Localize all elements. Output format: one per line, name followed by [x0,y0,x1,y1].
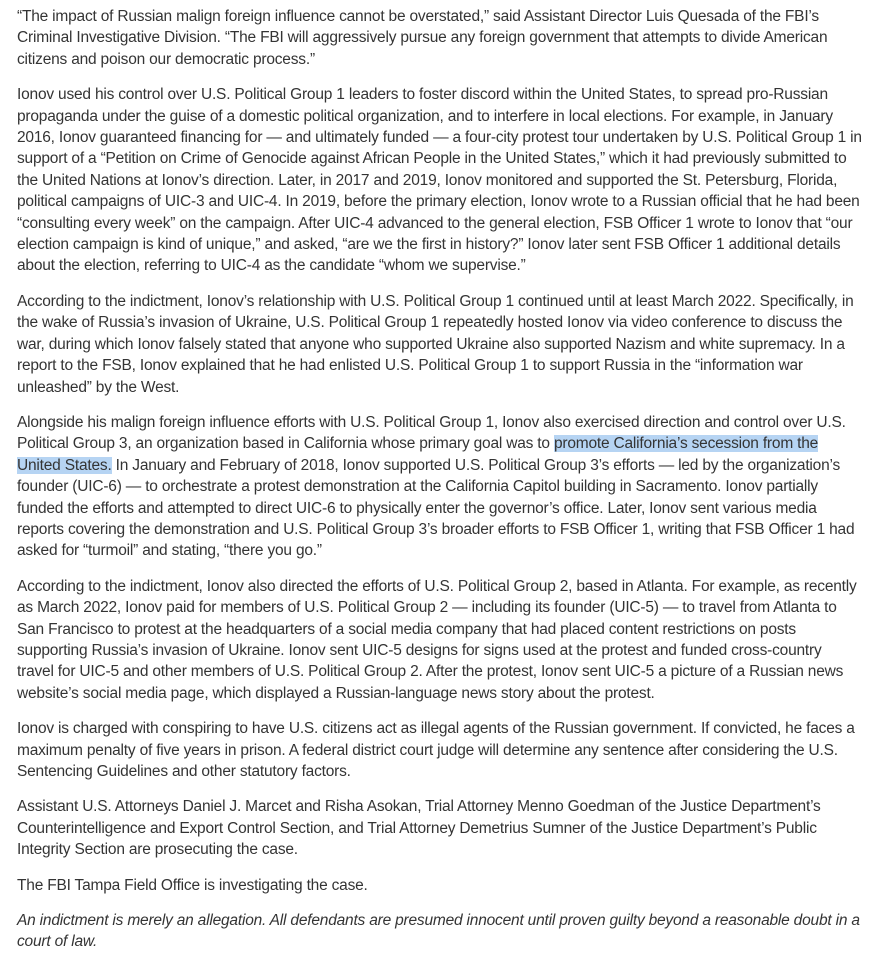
paragraph-text-before-selection: Alongside his malign foreign influence efforts with U.S. Political Group 1, Ionov also exercised direction and control over U.S. Political Group 3, an organization based in California whose primary goal was to [17,413,846,453]
paragraph-quote-quesada: “The impact of Russian malign foreign influence cannot be overstated,” said Assistant Director Luis Quesada of the FBI’s Criminal Investigative Division. “The FBI will aggressively pursue any foreign government that attempts to divide American citizens and poison our democratic process.” [17,8,828,68]
paragraph-prosecutors: Assistant U.S. Attorneys Daniel J. Marcet and Risha Asokan, Trial Attorney Menno Goedman of the Justice Department’s Counterintelligence and Export Control Section, and Trial Attorney Demetrius Sumner of the Justice Department’s Public Integrity Section are prosecuting the case. [17,798,821,859]
paragraph-charges-penalty: Ionov is charged with conspiring to have U.S. citizens act as illegal agents of the Russian government. If convicted, he faces a maximum penalty of five years in prison. A federal district court judge will determine any sentence after considering the U.S. Sentencing Guidelines and other statutory factors. [17,720,855,780]
paragraph-group2-atlanta: According to the indictment, Ionov also directed the efforts of U.S. Political Group 2, based in Atlanta. For example, as recently as March 2022, Ionov paid for members of U.S. Political Group 2 — including its founder (UIC-5) — to travel from Atlanta to San Francisco to protest at the headquarters of a social media company that had placed content restrictions on posts supporting Russia’s invasion of Ukraine. Ionov sent UIC-5 designs for signs used at the protest and funded cross-country travel for UIC-5 and other members of U.S. Political Group 2. After the protest, Ionov sent UIC-5 a picture of a Russian news website’s social media page, which displayed a Russian-language news story about the protest. [17,577,857,702]
paragraph-group1-march2022: According to the indictment, Ionov’s relationship with U.S. Political Group 1 continued until at least March 2022. Specifically, in the wake of Russia’s invasion of Ukraine, U.S. Political Group 1 repeatedly hosted Ionov via video conference to discuss the war, during which Ionov falsely stated that anyone who supported Ukraine also supported Nazism and white supremacy. In a report to the FSB, Ionov explained that he had enlisted U.S. Political Group 1 to support Russia in the “information war unleashed” by the West. [17,292,854,396]
paragraph-text-after-selection: In January and February of 2018, Ionov supported U.S. Political Group 3’s efforts — led by the organization’s founder (UIC-6) — to orchestrate a protest demonstration at the California Capitol building in Sacramento. Ionov partially funded the efforts and attempted to direct UIC-6 to physically enter the governor’s office. Later, Ionov sent various media reports covering the demonstration and U.S. Political Group 3’s broader efforts to FSB Officer 1, writing that FSB Officer 1 had asked for “turmoil” and stating, “there you go.” [17,456,855,560]
paragraph-group3-secession [17,412,862,562]
selected-text-highlight: promote California’s secession from the United States. [17,435,819,474]
press-release-body [17,6,862,953]
paragraph-indictment-disclaimer: An indictment is merely an allegation. All defendants are presumed innocent until proven guilty beyond a reasonable doubt in a court of law. [17,912,860,951]
paragraph-group1-activities: Ionov used his control over U.S. Political Group 1 leaders to foster discord within the United States, to spread pro-Russian propaganda under the guise of a domestic political organization, and to interfere in local elections. For example, in January 2016, Ionov guaranteed financing for — and ultimately funded — a four-city protest tour undertaken by U.S. Political Group 1 in support of a “Petition on Crime of Genocide against African People in the United States,” which it had previously submitted to the United Nations at Ionov’s direction. Later, in 2017 and 2019, Ionov monitored and supported the St. Petersburg, Florida, political campaigns of UIC-3 and UIC-4. In 2019, before the primary election, Ionov wrote to a Russian official that he had been “consulting every week” on the campaign. After UIC-4 advanced to the general election, FSB Officer 1 wrote to Ionov that “our election campaign is kind of unique,” and asked, “are we the first in history?” Ionov later sent FSB Officer 1 additional details about the election, referring to UIC-4 as the candidate “whom we supervise.” [17,86,862,275]
paragraph-investigation: The FBI Tampa Field Office is investigating the case. [17,876,368,894]
